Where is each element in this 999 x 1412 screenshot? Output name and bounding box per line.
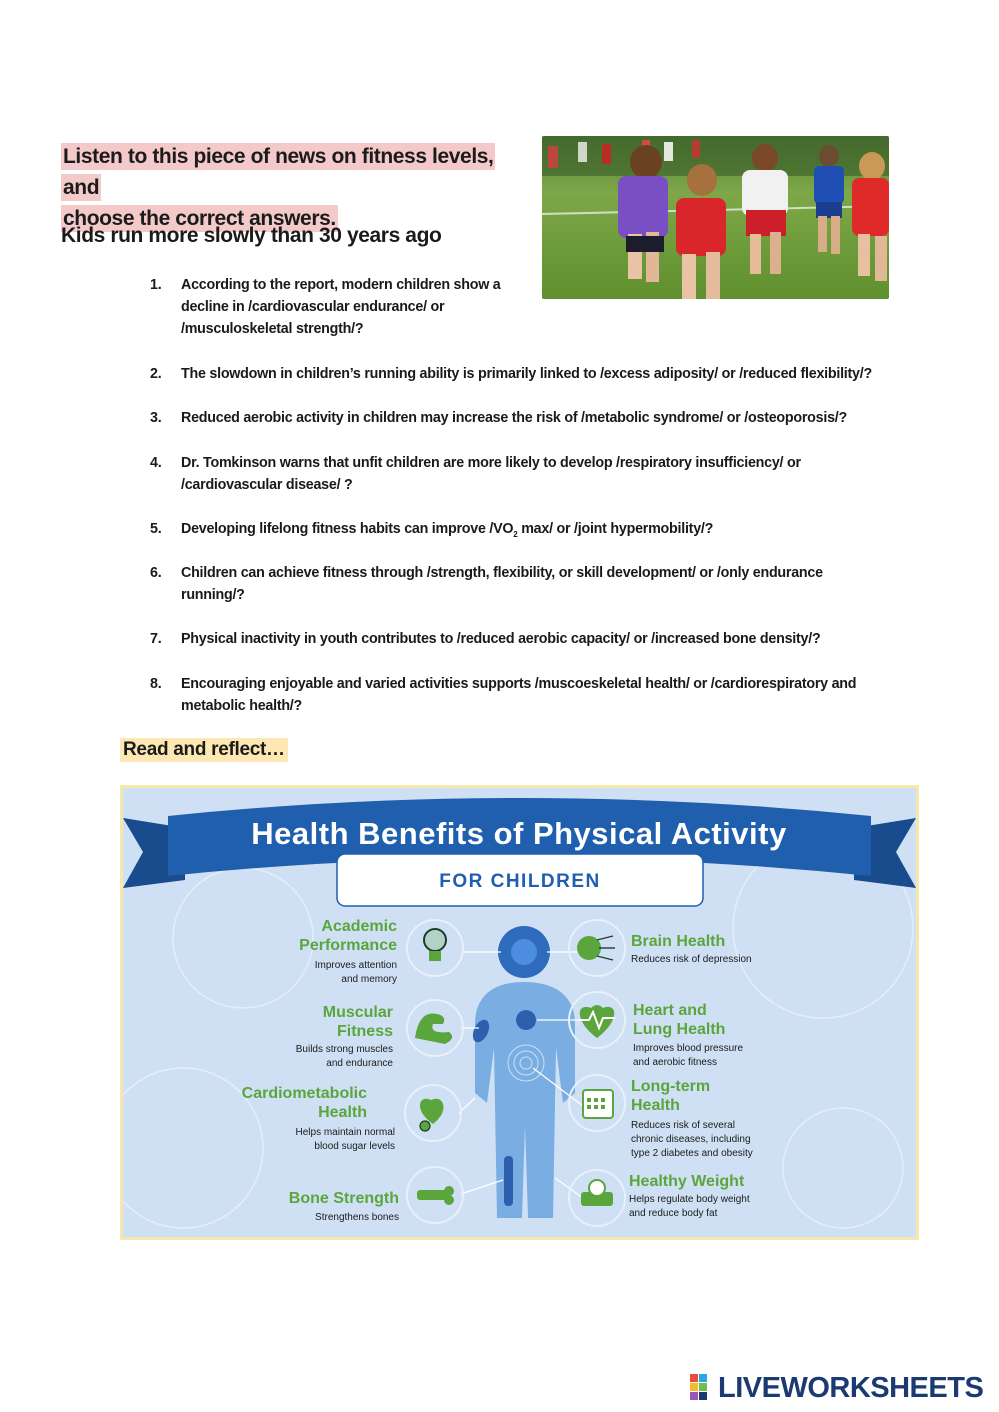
- benefit-desc: blood sugar levels: [314, 1141, 395, 1152]
- shin-bone-icon: [504, 1156, 513, 1206]
- question-text: [181, 452, 801, 496]
- liveworksheets-logo: [690, 1371, 983, 1405]
- question-text: [181, 518, 713, 546]
- benefit-title: Heart and: [633, 1002, 707, 1019]
- question-text: [181, 274, 501, 340]
- benefit-desc: Improves attention: [314, 960, 397, 971]
- question-6: [150, 562, 823, 606]
- benefit-title: Fitness: [336, 1023, 393, 1040]
- calendar-icon: [583, 1090, 613, 1118]
- benefit-title: Lung Health: [633, 1021, 726, 1038]
- benefit-desc: and aerobic fitness: [633, 1057, 717, 1068]
- benefit-title: Health: [631, 1097, 680, 1114]
- question-2: [150, 363, 872, 385]
- benefit-title: Healthy Weight: [629, 1173, 745, 1190]
- brain-icon: [511, 939, 537, 965]
- instructions: [61, 141, 531, 234]
- question-number: 7.: [150, 631, 162, 647]
- question-line: Developing lifelong fitness habits can improve /VO: [181, 521, 514, 537]
- read-and-reflect-heading: Read and reflect…: [120, 738, 288, 762]
- benefit-desc: Reduces risk of depression: [631, 954, 752, 965]
- question-text: [181, 407, 847, 429]
- benefit-desc: Reduces risk of several: [631, 1120, 735, 1131]
- benefit-title: Muscular: [322, 1004, 393, 1021]
- question-line: /musculoskeletal strength/?: [181, 321, 364, 337]
- question-7: [150, 628, 820, 650]
- benefit-title: Brain Health: [631, 933, 726, 950]
- banner-title: Health Benefits of Physical Activity: [251, 816, 787, 851]
- benefit-title: Academic: [321, 918, 397, 935]
- subscript: 2: [513, 529, 518, 539]
- benefit-desc: Strengthens bones: [315, 1212, 399, 1223]
- question-line: /cardiovascular disease/ ?: [181, 477, 353, 493]
- question-line: metabolic health/?: [181, 698, 303, 714]
- benefit-desc: Helps maintain normal: [295, 1127, 395, 1138]
- instructions-line-2: choose the correct answers.: [63, 207, 336, 230]
- question-number: 8.: [150, 676, 162, 692]
- benefit-desc: Improves blood pressure: [633, 1043, 744, 1054]
- instructions-line-1: Listen to this piece of news on fitness levels, and: [63, 145, 494, 199]
- question-line: max/ or /joint hypermobility/?: [517, 521, 714, 537]
- health-benefits-infographic: [120, 785, 919, 1240]
- benefit-desc: Builds strong muscles: [295, 1044, 393, 1055]
- benefit-desc: and endurance: [326, 1058, 393, 1069]
- question-line: running/?: [181, 587, 245, 603]
- question-line: According to the report, modern children show a: [181, 277, 501, 293]
- question-text: [181, 363, 872, 385]
- question-line: Encouraging enjoyable and varied activities supports /muscoeskeletal health/ or /cardiorespiratory and: [181, 676, 857, 692]
- question-4: [150, 452, 801, 496]
- liveworksheets-icon: [690, 1374, 718, 1402]
- logo-text: LIVEWORKSHEETS: [718, 1371, 984, 1404]
- heart-organ-icon: [516, 1010, 536, 1030]
- benefit-desc: type 2 diabetes and obesity: [631, 1148, 753, 1159]
- question-number: 3.: [150, 410, 162, 426]
- question-text: [181, 628, 820, 650]
- benefit-desc: chronic diseases, including: [631, 1134, 751, 1145]
- question-5: [150, 518, 713, 546]
- infographic-subtitle: FOR CHILDREN: [439, 871, 601, 892]
- question-line: decline in /cardiovascular endurance/ or: [181, 299, 445, 315]
- question-number: 5.: [150, 521, 162, 537]
- benefit-desc: Helps regulate body weight: [629, 1194, 750, 1205]
- question-number: 6.: [150, 565, 162, 581]
- question-line: The slowdown in children’s running ability is primarily linked to /excess adiposity/ or /reduced flexibility/?: [181, 366, 872, 382]
- benefit-title: Long-term: [631, 1078, 711, 1095]
- benefit-title: Performance: [299, 937, 397, 954]
- question-1: [150, 274, 501, 340]
- question-number: 1.: [150, 277, 162, 293]
- question-line: Physical inactivity in youth contributes to /reduced aerobic capacity/ or /increased bone density/?: [181, 631, 821, 647]
- question-text: [181, 673, 856, 717]
- question-text: [181, 562, 823, 606]
- question-number: 4.: [150, 455, 162, 471]
- benefit-title: Cardiometabolic: [241, 1085, 367, 1102]
- question-3: [150, 407, 847, 429]
- benefit-title: Bone Strength: [288, 1190, 399, 1207]
- question-line: Reduced aerobic activity in children may increase the risk of /metabolic syndrome/ or /osteoporosis/?: [181, 410, 847, 426]
- question-line: Dr. Tomkinson warns that unfit children are more likely to develop /respiratory insufficiency/ or: [181, 455, 801, 471]
- benefit-desc: and reduce body fat: [629, 1208, 718, 1219]
- benefit-desc: and memory: [341, 974, 397, 985]
- question-number: 2.: [150, 366, 162, 382]
- article-title: Kids run more slowly than 30 years ago: [61, 224, 442, 247]
- benefit-title: Health: [318, 1104, 367, 1121]
- question-line: Children can achieve fitness through /strength, flexibility, or skill development/ or /only endurance: [181, 565, 823, 581]
- children-running-photo: [542, 136, 889, 299]
- question-8: [150, 673, 856, 717]
